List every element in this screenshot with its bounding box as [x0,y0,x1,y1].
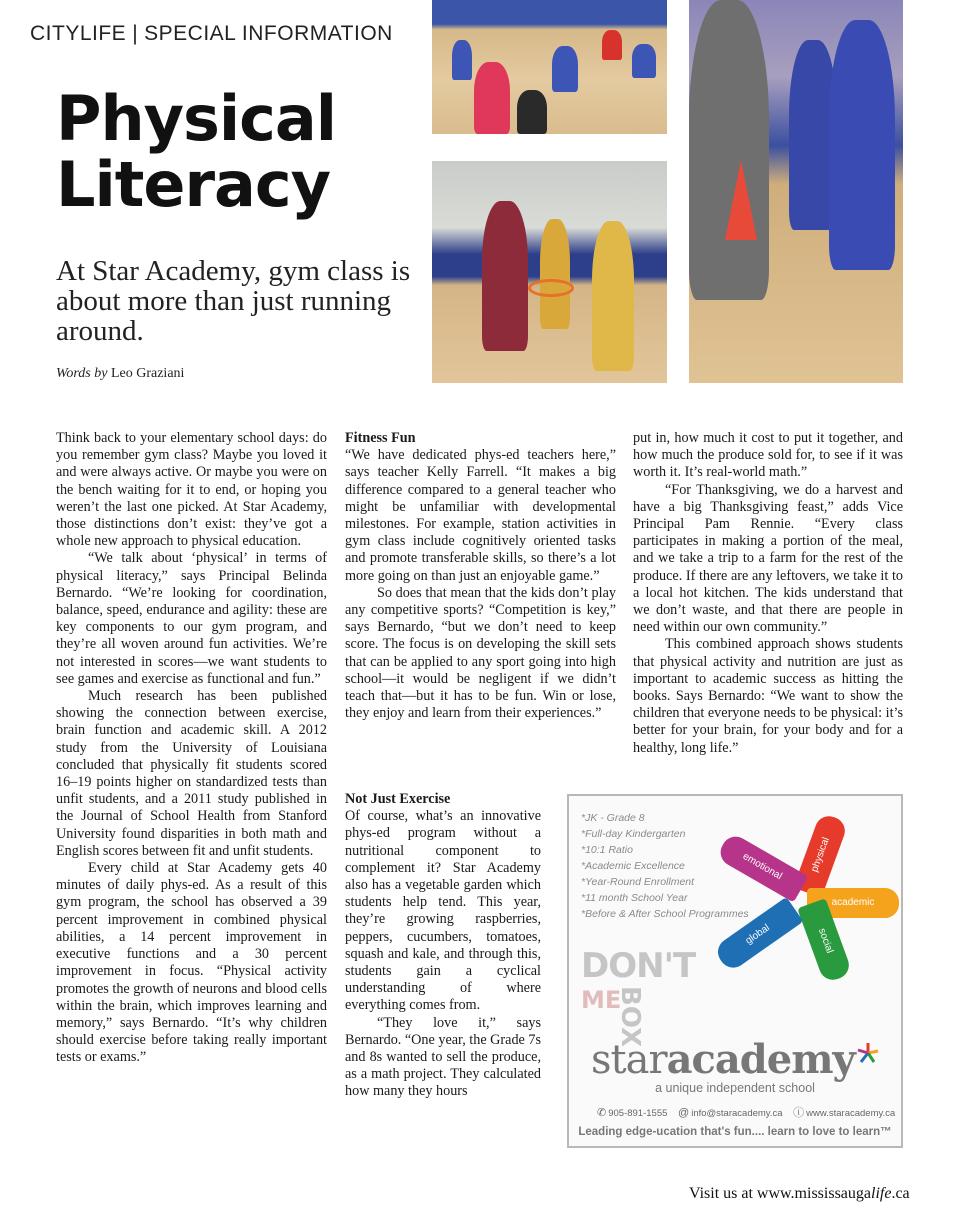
ad-slogan: Leading edge-ucation that's fun.... learn to love to learn™ [578,1126,892,1138]
paragraph: Of course, what’s an innovative phys-ed program without a nutritional component to complement it? Star Academy also has a vegetable garden which students help tend. This year, they’re growing raspberries, peppers, cucumbers, tomatoes, squash and kale, and through this, students gain a cyclical understanding of where everything comes from. [345,808,541,1014]
article-column-2-lower [345,791,541,1101]
article-title [56,82,336,221]
subheading-fitness-fun: Fitness Fun [345,430,416,446]
section-name: SPECIAL INFORMATION [144,22,393,45]
petal-emotional: emotional [716,832,809,903]
paragraph: “They love it,” says Bernardo. “One year, the Grade 7s and 8s wanted to sell the produce, as a math project. They calculated how many they hours [345,1014,541,1100]
info-icon: ⓘ [793,1107,805,1119]
article-column-1 [56,430,327,1067]
ad-feature: *10:1 Ratio [581,844,633,856]
ad-feature: *Before & After School Programmes [581,908,749,920]
petal-physical: physical [793,812,849,897]
ad-phone[interactable]: 905-891-1555 [608,1108,668,1119]
me-word: ME [581,986,622,1014]
brand-part-1: star [591,1037,667,1083]
brand-part-2: academy [666,1036,855,1083]
article-column-3 [633,430,903,757]
ad-feature: *Academic Excellence [581,860,685,872]
ad-feature: *11 month School Year [581,892,688,904]
dont-word: DON'T [581,946,696,986]
article-deck: At Star Academy, gym class is about more than just running around. [56,255,411,347]
paragraph: put in, how much it cost to put it together, and how much the produce sold for, to see if it was worth it. It’s real-world math.” [633,430,903,481]
ad-email[interactable]: info@staracademy.ca [691,1108,783,1119]
title-line-1: Physical [56,82,336,155]
byline [56,366,184,382]
publication-name: CITYLIFE [30,22,127,45]
email-icon: @ [678,1107,690,1119]
header-separator: | [132,22,139,45]
paragraph: “We have dedicated phys-ed teachers here,” says teacher Kelly Farrell. “It makes a big difference compared to a general teacher who might be unfamiliar with developmental milestones. For example, station activities in gym class include cognitively oriented tasks and promote transferable skills, so there’s a lot more going on than just an enjoyable game.” [345,447,616,584]
multicolor-star-icon [857,1042,879,1064]
subheading-not-just-exercise: Not Just Exercise [345,791,451,807]
title-line-2: Literacy [56,148,331,221]
relay-race-photo [432,161,667,383]
star-logo-graphic [719,808,899,978]
paragraph: Every child at Star Academy gets 40 minutes of daily phys-ed. As a result of this gym program, the school has observed a 39 percent improvement in combined physical abilities, a 14 percent improvement in executive functions and a 30 percent improvement in focus. “Physical activity promotes the growth of neurons and blood cells within the brain, which improves learning and memory,” says Bernardo. “It’s why children should exercise before taking really important tests or exams.” [56,860,327,1066]
phone-icon: ✆ [597,1107,607,1119]
star-academy-wordmark [591,1036,855,1083]
footer-url-prefix: Visit us at www.mississauga [689,1185,871,1202]
byline-name: Leo Graziani [110,366,185,381]
star-academy-advertisement[interactable] [567,794,903,1148]
ad-tagline: a unique independent school [655,1081,815,1095]
box-word: BOX [615,986,645,1048]
gym-class-group-photo [432,0,667,134]
paragraph: “We talk about ‘physical’ in terms of physical literacy,” says Principal Belinda Bernardo. “We’re looking for coordination, balance, speed, endurance and agility: these are key components to our gym program, and they’re all woven around fun activities. We’re not interested in scores—we want students to see games and exercise as functional and fun.” [56,550,327,687]
paragraph: This combined approach shows students that physical activity and nutrition are just as important to academic success as hitting the books. Says Bernardo: “We want to show the children that everyone needs to be physical: it’s better for your brain, for your body and for a healthy, long life.” [633,636,903,756]
petal-social: social [797,898,853,983]
footer-url[interactable] [689,1185,910,1203]
section-header [30,22,393,46]
dont-box-me-graphic [581,946,696,1048]
paragraph: “For Thanksgiving, we do a harvest and have a big Thanksgiving feast,” adds Vice Principal Pam Rennie. “Every class participates in making a portion of the meal, and we take a trip to a farm for the rest of the produce. If there are any leftovers, we take it to a local hot kitchen. The kids understand that we don’t waste, and that there are people in need within our own community.” [633,481,903,636]
petal-academic: academic [807,888,899,918]
coach-with-students-photo [689,0,903,383]
footer-url-italic: life [871,1185,892,1202]
paragraph: Think back to your elementary school days: do you remember gym class? Maybe you loved it and were always active. Or maybe you were on the bench waiting for it to end, or hoping you weren’t the last one picked. At Star Academy, those distinctions don’t exist: they’ve got a whole new approach to physical education. [56,430,327,550]
article-column-2 [345,430,616,722]
ad-website[interactable]: www.staracademy.ca [806,1108,896,1119]
ad-feature: *Full-day Kindergarten [581,828,686,840]
paragraph: Much research has been published showing the connection between exercise, brain function and academic skill. A 2012 study from the University of Louisiana concluded that physically fit students scored 16–19 points higher on standardized tests than unfit students, and a 2011 study published in the Journal of School Health from Stanford University found disparities in both math and English scores between fit and unfit students. [56,688,327,859]
footer-url-suffix: .ca [891,1185,910,1202]
ad-feature: *JK - Grade 8 [581,812,645,824]
ad-contact-line [589,1104,895,1120]
byline-prefix: Words by [56,366,108,381]
petal-global: global [713,897,804,973]
paragraph: So does that mean that the kids don’t play any competitive sports? “Competition is key,” says Bernardo, “but we don’t need to keep score. The focus is on developing the skill sets that can be applied to any sport going into high school—it would be negligent if we didn’t teach that—but it has to be fun. Win or lose, they enjoy and learn from their experiences.” [345,584,616,722]
ad-feature: *Year-Round Enrollment [581,876,695,888]
